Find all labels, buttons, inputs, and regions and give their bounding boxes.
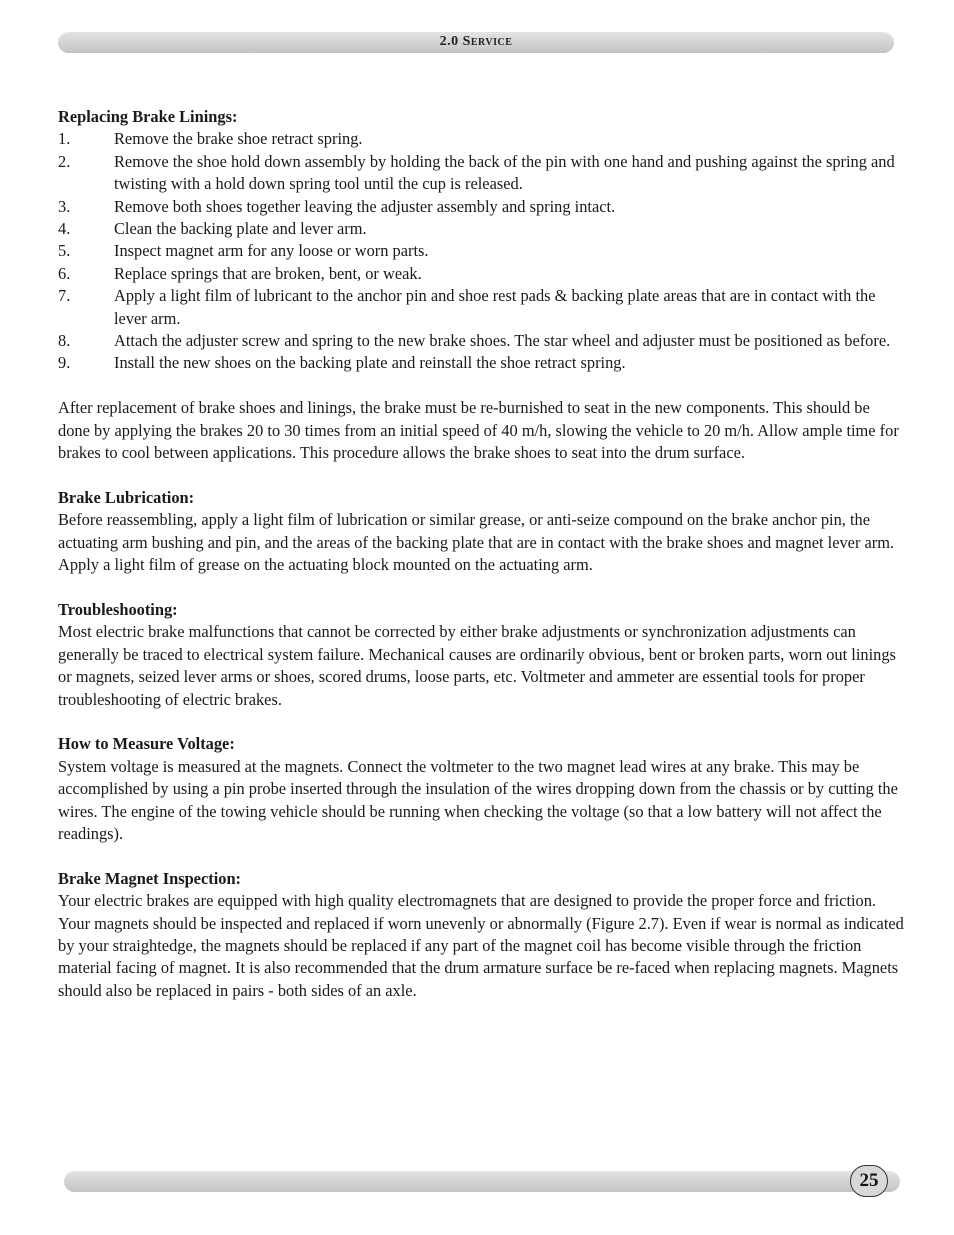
- steps-list: [58, 128, 904, 374]
- heading-replacing-brake-linings: Replacing Brake Linings:: [58, 107, 238, 126]
- spacer: [58, 375, 904, 397]
- heading-magnet-inspection: Brake Magnet Inspection:: [58, 868, 242, 888]
- list-item: [58, 263, 904, 285]
- page-content: [58, 106, 904, 1002]
- step-number: 4.: [58, 219, 71, 239]
- step-text: Install the new shoes on the backing plate and reinstall the shoe retract spring.: [114, 353, 626, 373]
- magnet-paragraph: Your electric brakes are equipped with high quality electromagnets that are designed to provide the proper force and friction. Your magnets should be inspected and replaced if worn unevenly or abnormally (Figure 2.7). Even if wear is normal as indicated by your straightedge, the magnets should be replaced if any part of the magnet coil has become visible through the friction material facing of magnet. It is also recommended that the drum armature surface be re-faced when replacing magnets. Magnets should also be replaced in pairs - both sides of an axle.: [58, 891, 904, 1000]
- list-item: [58, 285, 904, 330]
- heading-troubleshooting: Troubleshooting:: [58, 599, 178, 619]
- spacer: [58, 845, 904, 867]
- page-number-badge: 25: [850, 1165, 888, 1197]
- step-text: Replace springs that are broken, bent, or weak.: [114, 263, 422, 283]
- step-text: Remove the shoe hold down assembly by holding the back of the pin with one hand and pushing against the spring and twisting with a hold down spring tool until the cup is released.: [114, 151, 895, 194]
- step-number: 3.: [58, 196, 71, 216]
- list-item: [58, 240, 904, 262]
- step-text: Remove the brake shoe retract spring.: [114, 129, 363, 149]
- step-text: Remove both shoes together leaving the adjuster assembly and spring intact.: [114, 196, 616, 216]
- section-title: 2.0 Service: [439, 34, 513, 49]
- list-item: [58, 352, 904, 374]
- step-number: 2.: [58, 151, 71, 171]
- header-bar: [58, 32, 894, 53]
- heading-measure-voltage: How to Measure Voltage:: [58, 734, 235, 754]
- step-number: 7.: [58, 286, 71, 306]
- step-number: 5.: [58, 241, 71, 261]
- voltage-paragraph: System voltage is measured at the magnets. Connect the voltmeter to the two magnet lead wires at any brake. This may be accomplished by using a pin probe inserted through the insulation of the wires dropping down from the chassis or by cutting the wires. The engine of the towing vehicle should be running when checking the voltage (so that a low battery will not affect the readings).: [58, 756, 898, 843]
- list-item: [58, 330, 904, 352]
- step-text: Inspect magnet arm for any loose or worn parts.: [114, 241, 429, 261]
- lubrication-paragraph: Before reassembling, apply a light film of lubrication or similar grease, or anti-seize compound on the brake anchor pin, the actuating arm bushing and pin, and the areas of the backing plate that are in contact with the brake shoes and magnet lever arm. Apply a light film of grease on the actuating block mounted on the actuating arm.: [58, 510, 895, 575]
- troubleshooting-paragraph: Most electric brake malfunctions that cannot be corrected by either brake adjustments or synchronization adjustments can generally be traced to electrical system failure. Mechanical causes are ordinarily obvious, bent or broken parts, worn out linings or magnets, seized lever arms or shoes, scored drums, loose parts, etc. Voltmeter and ammeter are essential tools for proper troubleshooting of electric brakes.: [58, 622, 896, 709]
- list-item: [58, 218, 904, 240]
- footer-bar: [64, 1171, 900, 1192]
- spacer: [58, 577, 904, 599]
- heading-brake-lubrication: Brake Lubrication:: [58, 487, 195, 507]
- step-text: Clean the backing plate and lever arm.: [114, 219, 367, 239]
- step-number: 6.: [58, 263, 71, 283]
- list-item: [58, 128, 904, 150]
- spacer: [58, 464, 904, 486]
- spacer: [58, 711, 904, 733]
- step-number: 1.: [58, 129, 71, 149]
- step-number: 8.: [58, 331, 71, 351]
- step-text: Attach the adjuster screw and spring to the new brake shoes. The star wheel and adjuster must be positioned as before.: [114, 331, 891, 351]
- step-text: Apply a light film of lubricant to the anchor pin and shoe rest pads & backing plate areas that are in contact with the lever arm.: [114, 286, 876, 328]
- list-item: [58, 196, 904, 218]
- reburnish-paragraph: After replacement of brake shoes and linings, the brake must be re-burnished to seat in the new components. This should be done by applying the brakes 20 to 30 times from an initial speed of 40 m/h, slowing the vehicle to 20 m/h. Allow ample time for brakes to cool between applications. This procedure allows the brake shoes to seat into the drum surface.: [58, 398, 899, 463]
- list-item: [58, 151, 904, 196]
- step-number: 9.: [58, 353, 71, 373]
